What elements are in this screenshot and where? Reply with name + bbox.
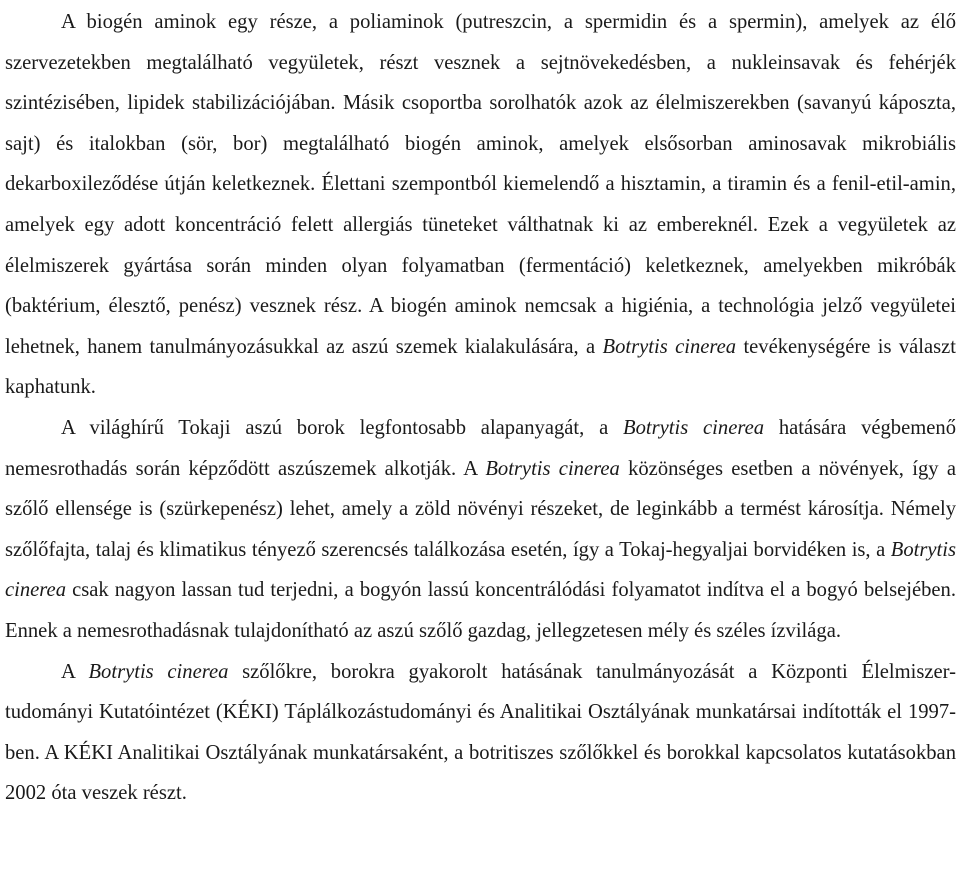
- species-name-italic: Botrytis cinerea: [602, 335, 737, 358]
- species-name-italic: Botrytis cinerea: [623, 416, 765, 439]
- text-run: tevékenységére is választ kaphatunk.: [5, 335, 956, 399]
- species-name-italic: Botrytis cinerea: [88, 660, 229, 683]
- species-name-italic: Botrytis cinerea: [5, 538, 956, 602]
- paragraph-keki-research: [5, 652, 956, 814]
- text-run: csak nagyon lassan tud terjedni, a bogyón lassú koncentrálódási folyamatot indítva el a bogyó belsejében. Ennek a nemesrothadásnak tulajdonítható az aszú szőlő gazdag, jellegzetesen mély és széles ízvilága.: [5, 579, 956, 642]
- paragraph-tokaji-aszu: [5, 408, 956, 652]
- text-run: A világhírű Tokaji aszú borok legfontosabb alapanyagát, a: [61, 416, 624, 439]
- text-run: hatására végbemenő nemesrothadás során képződött aszúszemek alkotják. A: [5, 416, 956, 480]
- species-name-italic: Botrytis cinerea: [485, 457, 620, 480]
- text-run: A: [61, 660, 89, 683]
- text-run: közönséges esetben a növények, így a szőlő ellensége is (szürkepenész) lehet, amely a zöld növényi részeket, de leginkább a termést károsítja. Némely szőlőfajta, talaj és klimatikus tényező szerencsés találkozása esetén, így a Tokaj-hegyaljai borvidéken is, a: [5, 457, 956, 561]
- paragraph-biogenic-amines: [5, 2, 956, 408]
- text-run: A biogén aminok egy része, a poliaminok (putreszcin, a spermidin és a spermin), amelyek az élő szervezetekben megtalálható vegyületek, részt vesznek a sejtnövekedésben, a nukleinsavak és fehérjék szintézisében, lipidek stabilizációjában. Másik csoportba sorolhatók azok az élelmiszerekben (savanyú káposzta, sajt) és italokban (sör, bor) megtalálható biogén aminok, amelyek elsősorban aminosavak mikrobiális dekarboxileződése útján keletkeznek. Élettani szempontból kiemelendő a hisztamin, a tiramin és a fenil-etil-amin, amelyek egy adott koncentráció felett allergiás tüneteket válthatnak ki az embereknél. Ezek a vegyületek az élelmiszerek gyártása során minden olyan folyamatban (fermentáció) keletkeznek, amelyekben mikróbák (baktérium, élesztő, penész) vesznek rész. A biogén aminok nemcsak a higiénia, a technológia jelző vegyületei lehetnek, hanem tanulmányozásukkal az aszú szemek kialakulására, a: [5, 11, 956, 358]
- text-run: szőlőkre, borokra gyakorolt hatásának tanulmányozását a Központi Élelmiszer-tudományi Kutatóintézet (KÉKI) Táplálkozástudományi és Analitikai Osztályának munkatársai indították el 1997-ben. A KÉKI Analitikai Osztályának munkatársaként, a botritiszes szőlőkkel és borokkal kapcsolatos kutatásokban 2002 óta veszek részt.: [5, 660, 956, 805]
